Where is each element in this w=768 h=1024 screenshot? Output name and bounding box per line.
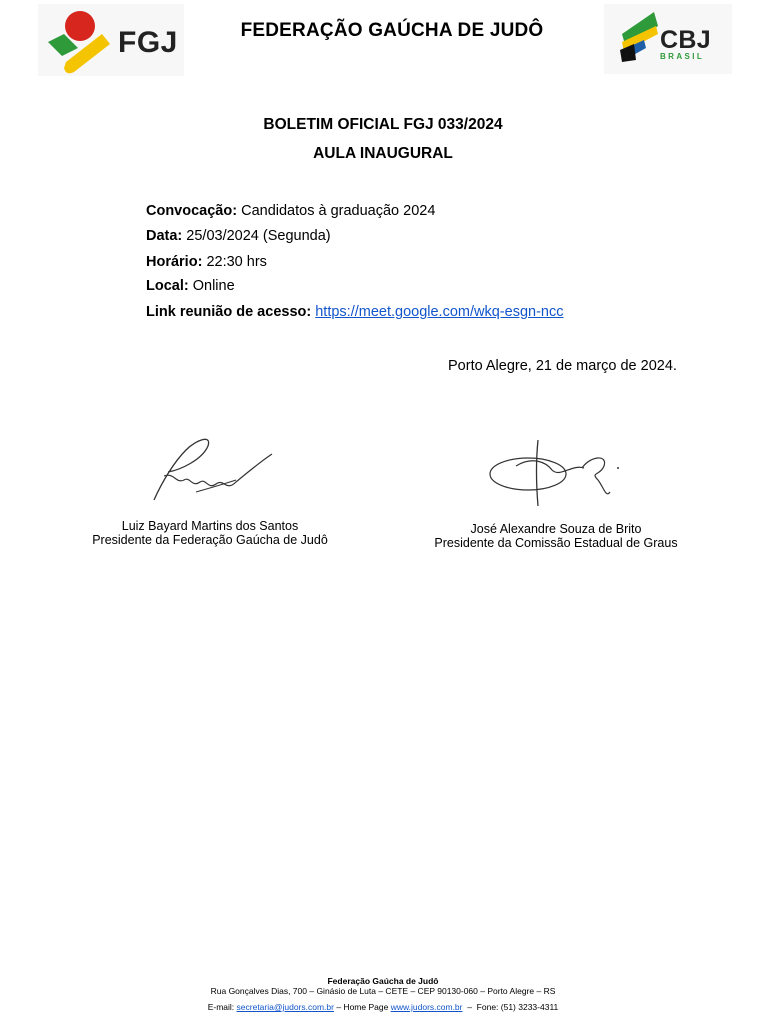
place-date: Porto Alegre, 21 de março de 2024.: [448, 358, 677, 374]
signer-role: Presidente da Federação Gaúcha de Judô: [92, 533, 328, 547]
footer-organization: Federação Gaúcha de Judô: [327, 976, 439, 986]
detail-label: Data:: [146, 228, 183, 244]
detail-horario: [146, 254, 267, 270]
signer-2: [406, 522, 706, 550]
detail-local: [146, 278, 235, 294]
bulletin-title: BOLETIM OFICIAL FGJ 033/2024: [263, 116, 503, 133]
footer-email-link[interactable]: secretaria@judors.com.br: [236, 1002, 334, 1012]
detail-convocacao: [146, 203, 435, 219]
detail-value: 25/03/2024 (Segunda): [186, 228, 331, 244]
fgj-logo-text: FGJ: [118, 26, 178, 59]
signer-name: Luiz Bayard Martins dos Santos: [121, 519, 299, 533]
detail-value: 22:30 hrs: [206, 254, 267, 270]
detail-label: Link reunião de acesso:: [146, 304, 312, 320]
detail-value: Online: [192, 278, 235, 294]
footer-phone: – Fone: (51) 3233-4311: [462, 1002, 559, 1012]
detail-label: Horário:: [146, 254, 203, 270]
footer-home-label: – Home Page: [333, 1002, 391, 1012]
detail-data: [146, 228, 331, 244]
detail-value: Candidatos à graduação 2024: [241, 203, 436, 219]
signature-1-image: [140, 432, 280, 508]
footer-homepage-link[interactable]: www.judors.com.br: [390, 1002, 463, 1012]
cbj-logo-subtitle: BRASIL: [660, 52, 705, 61]
signature-2-image: [486, 436, 626, 508]
footer-contact: [0, 1002, 766, 1012]
header-title: FEDERAÇÃO GAÚCHA DE JUDÔ: [240, 20, 544, 41]
detail-label: Local:: [146, 278, 189, 294]
footer-email-label: E-mail:: [207, 1002, 237, 1012]
signer-role: Presidente da Comissão Estadual de Graus: [434, 536, 678, 550]
bulletin-subtitle: AULA INAUGURAL: [313, 145, 453, 162]
cbj-logo-text: CBJ: [660, 26, 711, 54]
signer-name: José Alexandre Souza de Brito: [470, 522, 642, 536]
footer-address: Rua Gonçalves Dias, 700 – Ginásio de Luta – CETE – CEP 90130-060 – Porto Alegre – RS: [210, 986, 556, 996]
cbj-logo: [604, 4, 732, 74]
detail-link: [146, 304, 563, 320]
detail-label: Convocação:: [146, 203, 238, 219]
cbj-emblem-icon: [604, 4, 660, 74]
meeting-link[interactable]: https://meet.google.com/wkq-esgn-ncc: [315, 304, 564, 320]
signer-1: [60, 519, 360, 547]
